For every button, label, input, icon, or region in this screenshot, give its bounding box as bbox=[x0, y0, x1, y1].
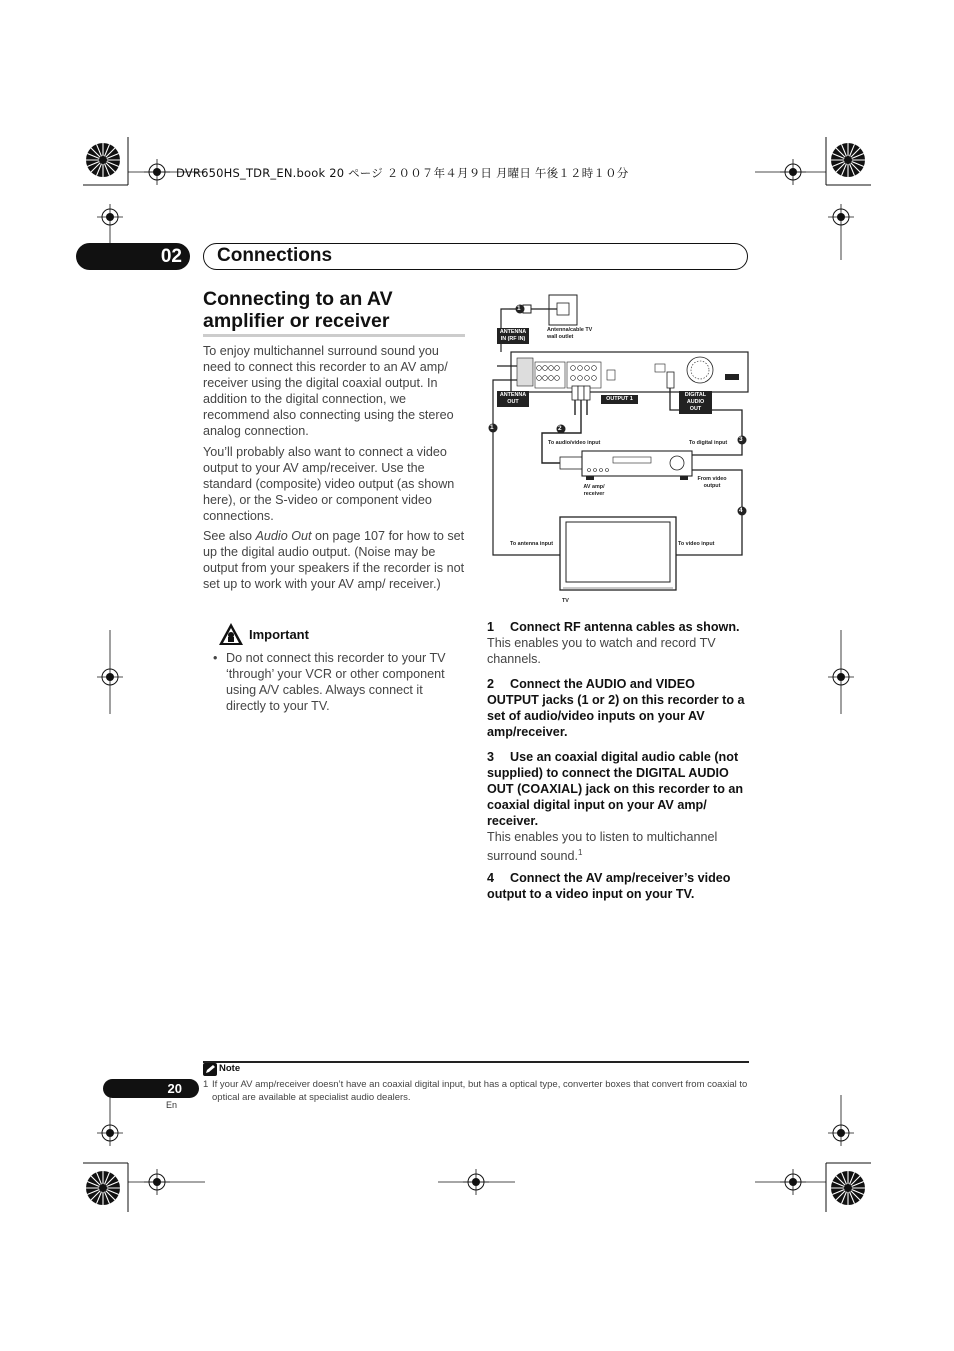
label-wall-outlet: Antenna/cable TV wall outlet bbox=[547, 327, 593, 340]
marker-num-3: 3 bbox=[739, 436, 743, 443]
step-1 bbox=[487, 619, 749, 667]
marker-num-2: 2 bbox=[558, 425, 562, 432]
step-4-number: 4 bbox=[487, 871, 495, 885]
label-to-antenna-input: To antenna input bbox=[510, 541, 554, 547]
marker-num-1a: 1 bbox=[517, 305, 521, 312]
bullet-symbol: • bbox=[213, 651, 218, 665]
warning-icon bbox=[218, 622, 244, 646]
step-2-title: Connect the AUDIO and VIDEO OUTPUT jacks (1 or 2) on this recorder to a set of audio/video inputs on your AV amp/receiver. bbox=[487, 677, 745, 739]
see-also-suffix: on page 107 for how to set up the digital audio output. (Noise may be output from your speakers if the recorder is not set up to work with your AV amp/ receiver.) bbox=[203, 529, 465, 591]
page-language: En bbox=[166, 1100, 178, 1110]
audio-out-link[interactable]: Audio Out bbox=[255, 529, 312, 543]
note-number: 1 bbox=[203, 1079, 209, 1090]
page-number: 20 bbox=[103, 1079, 199, 1098]
step-3-title: Use an coaxial digital audio cable (not supplied) to connect the DIGITAL AUDIO OUT (COAXIAL) jack on this recorder to an coaxial digital input on your AV amp/ receiver. bbox=[487, 750, 744, 828]
chapter-title: Connections bbox=[217, 245, 333, 266]
step-3-number: 3 bbox=[487, 750, 495, 764]
print-file-info: DVR650HS_TDR_EN.book 20 ページ ２００７年４月９日 月曜日 午後１２時１０分 bbox=[176, 166, 629, 180]
label-antenna-out: ANTENNA OUT bbox=[497, 391, 529, 407]
note-body: If your AV amp/receiver doesn’t have an coaxial digital input, but has a optical type, converter boxes that convert from coaxial to optical are available at specialist audio dealers. bbox=[212, 1079, 748, 1103]
step-4 bbox=[487, 870, 749, 902]
video-paragraph: You’ll probably also want to connect a video output to your AV amp/receiver. Use the standard (composite) video output (as shown here), or the S-video or component video connections. bbox=[203, 445, 455, 523]
chapter-number: 02 bbox=[76, 243, 190, 270]
step-1-number: 1 bbox=[487, 620, 495, 634]
step-1-desc: This enables you to watch and record TV channels. bbox=[487, 636, 716, 666]
note-rule bbox=[203, 1061, 749, 1063]
marker-num-1b: 1 bbox=[490, 424, 494, 431]
step-1-title: Connect RF antenna cables as shown. bbox=[510, 620, 740, 634]
important-bullet-text: Do not connect this recorder to your TV ‘through’ your VCR or other component using A/V cables. Always connect it directly to your TV. bbox=[226, 651, 446, 713]
important-heading: Important bbox=[249, 627, 309, 642]
see-also-prefix: See also bbox=[203, 529, 256, 543]
step-2 bbox=[487, 676, 749, 740]
intro-paragraph: To enjoy multichannel surround sound you need to connect this recorder to an AV amp/ receiver using the digital coaxial output. In addition to the digital connection, we recommend also connecting using the stereo analog connection. bbox=[203, 344, 454, 438]
label-digital-audio-out: DIGITAL AUDIO OUT bbox=[679, 391, 712, 414]
label-av-amp: AV amp/ receiver bbox=[583, 484, 605, 497]
label-to-av-input: To audio/video input bbox=[548, 440, 601, 446]
step-3 bbox=[487, 749, 749, 864]
step-2-number: 2 bbox=[487, 677, 495, 691]
see-also-paragraph bbox=[203, 528, 465, 592]
step-4-title: Connect the AV amp/receiver’s video output to a video input on your TV. bbox=[487, 871, 731, 901]
note-label: Note bbox=[219, 1063, 241, 1074]
label-tv: TV bbox=[562, 598, 569, 604]
section-title: Connecting to an AV amplifier or receiver bbox=[203, 288, 393, 332]
step-3-desc: This enables you to listen to multichannel surround sound. bbox=[487, 830, 718, 864]
label-from-video-output: From video output bbox=[697, 476, 727, 489]
note-icon bbox=[203, 1063, 217, 1076]
section-rule bbox=[203, 334, 465, 337]
footnote-ref[interactable]: 1 bbox=[578, 848, 583, 857]
marker-num-4: 4 bbox=[739, 507, 743, 514]
label-antenna-in: ANTENNA IN (RF IN) bbox=[497, 328, 529, 344]
chapter-title-box bbox=[203, 243, 748, 270]
label-to-digital-input: To digital input bbox=[689, 440, 728, 446]
label-to-video-input: To video input bbox=[678, 541, 715, 547]
label-output1: OUTPUT 1 bbox=[601, 395, 638, 404]
